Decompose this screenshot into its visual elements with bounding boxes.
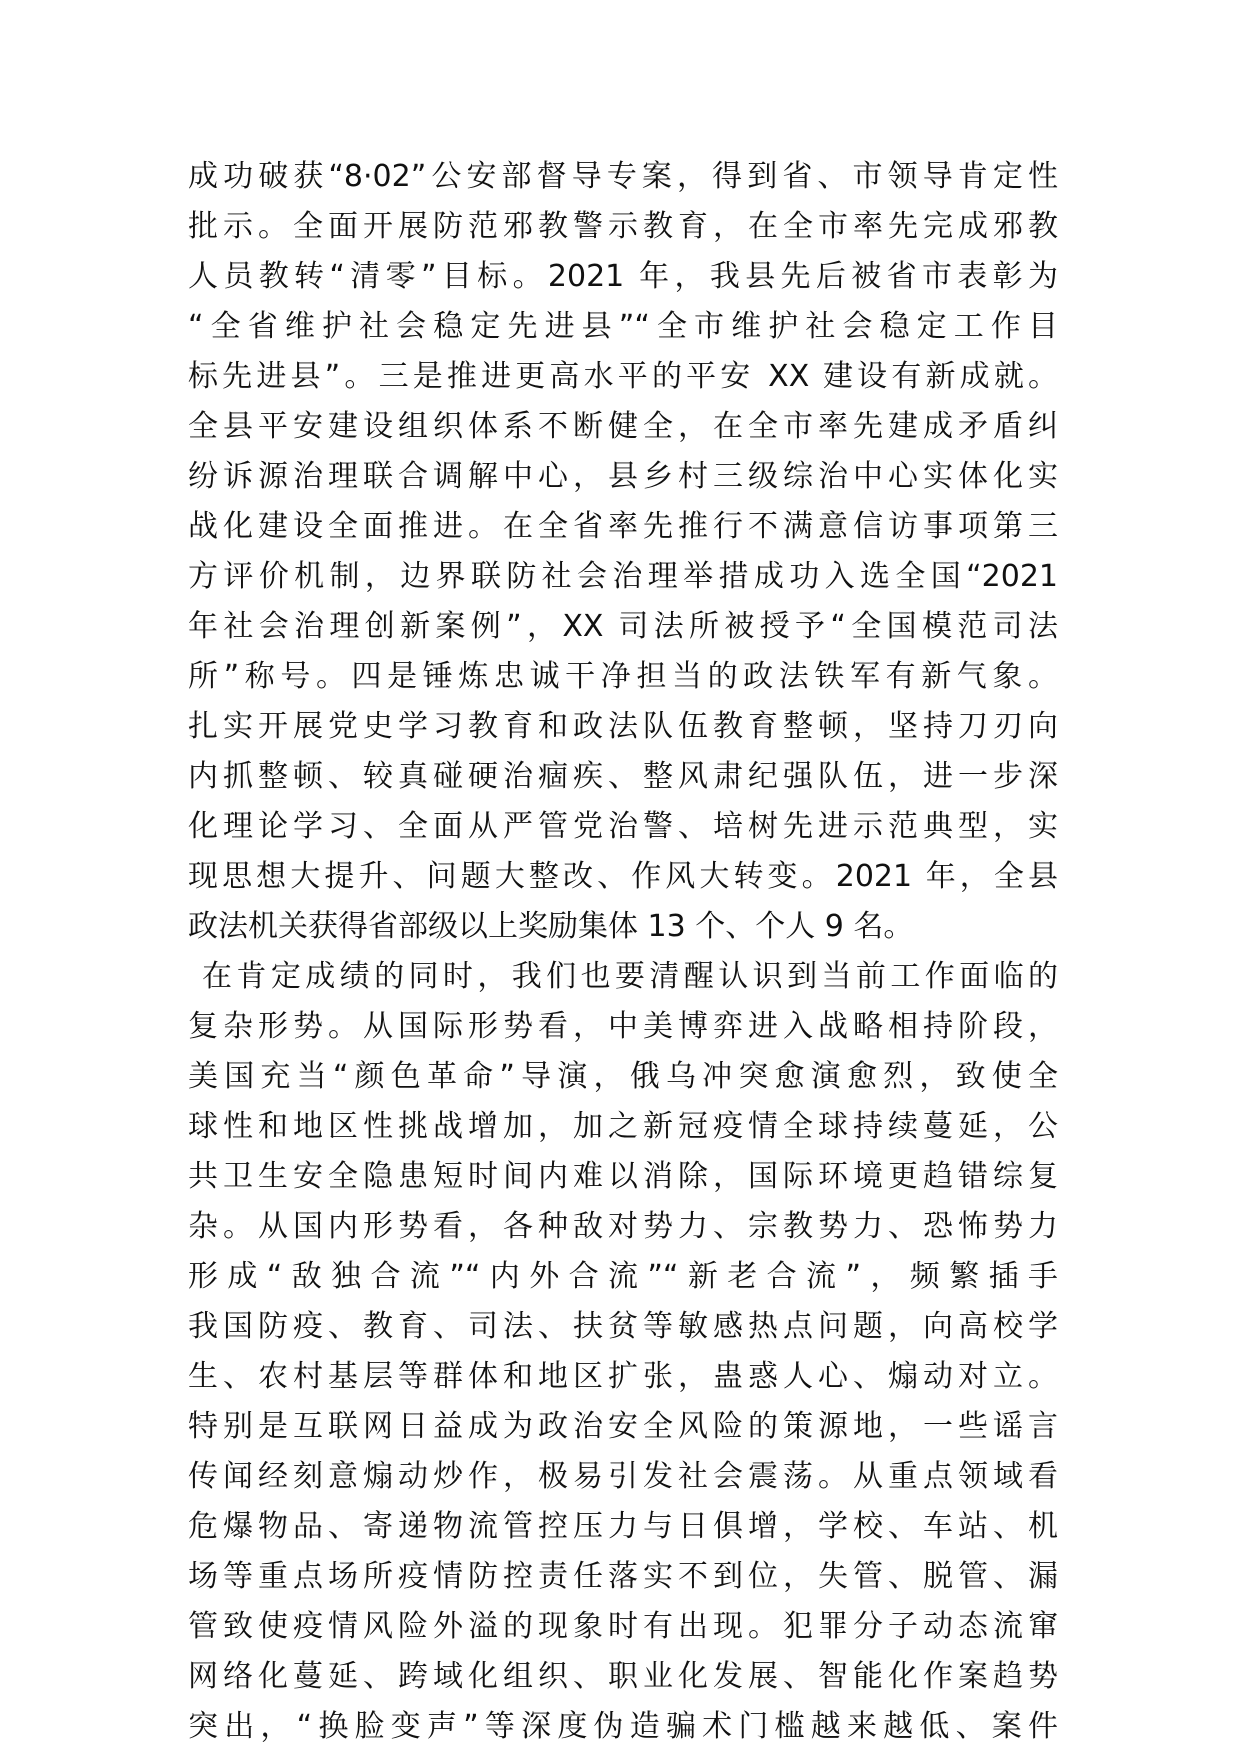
text-line: 批示。全面开展防范邪教警示教育，在全市率先完成邪教 <box>188 209 1058 244</box>
text-line: 美国充当“颜色革命”导演，俄乌冲突愈演愈烈，致使全 <box>188 1059 1058 1094</box>
text-line: 管致使疫情风险外溢的现象时有出现。犯罪分子动态流窜 <box>188 1609 1058 1644</box>
text-line: 标先进县”。三是推进更高水平的平安 XX 建设有新成就。 <box>188 359 1058 394</box>
text-line: 共卫生安全隐患短时间内难以消除，国际环境更趋错综复 <box>188 1159 1058 1194</box>
text-line: 方评价机制，边界联防社会治理举措成功入选全国“2021 <box>188 559 1058 594</box>
text-line: 战化建设全面推进。在全省率先推行不满意信访事项第三 <box>188 509 1058 544</box>
text-line: 纷诉源治理联合调解中心，县乡村三级综治中心实体化实 <box>188 459 1058 494</box>
text-line: 特别是互联网日益成为政治安全风险的策源地，一些谣言 <box>188 1409 1058 1444</box>
text-line: 化理论学习、全面从严管党治警、培树先进示范典型，实 <box>188 809 1058 844</box>
body-text <box>188 152 1058 1752</box>
paragraph-first-line: 在肯定成绩的同时，我们也要清醒认识到当前工作面临的 <box>202 959 1058 994</box>
text-line: 突出，“换脸变声”等深度伪造骗术门槛越来越低、案件 <box>188 1709 1058 1744</box>
text-line: 球性和地区性挑战增加，加之新冠疫情全球持续蔓延，公 <box>188 1109 1058 1144</box>
text-line: 所”称号。四是锤炼忠诚干净担当的政法铁军有新气象。 <box>188 659 1058 694</box>
text-line: 我国防疫、教育、司法、扶贫等敏感热点问题，向高校学 <box>188 1309 1058 1344</box>
text-line: 人员教转“清零”目标。2021 年，我县先后被省市表彰为 <box>188 259 1058 294</box>
text-line: 危爆物品、寄递物流管控压力与日俱增，学校、车站、机 <box>188 1509 1058 1544</box>
text-line: 扎实开展党史学习教育和政法队伍教育整顿，坚持刀刃向 <box>188 709 1058 744</box>
text-line: 内抓整顿、较真碰硬治痼疾、整风肃纪强队伍，进一步深 <box>188 759 1058 794</box>
text-line: 场等重点场所疫情防控责任落实不到位，失管、脱管、漏 <box>188 1559 1058 1594</box>
text-line: 传闻经刻意煽动炒作，极易引发社会震荡。从重点领域看 <box>188 1459 1058 1494</box>
text-line: 网络化蔓延、跨域化组织、职业化发展、智能化作案趋势 <box>188 1659 1058 1694</box>
text-line: 全县平安建设组织体系不断健全，在全市率先建成矛盾纠 <box>188 409 1058 444</box>
text-line: “全省维护社会稳定先进县”“全市维护社会稳定工作目 <box>188 309 1058 344</box>
text-line: 成功破获“8·02”公安部督导专案，得到省、市领导肯定性 <box>188 159 1058 194</box>
text-line: 现思想大提升、问题大整改、作风大转变。2021 年，全县 <box>188 859 1058 894</box>
text-line: 生、农村基层等群体和地区扩张，蛊惑人心、煽动对立。 <box>188 1359 1058 1394</box>
text-line: 复杂形势。从国际形势看，中美博弈进入战略相持阶段， <box>188 1009 1058 1044</box>
paragraph-last-line: 政法机关获得省部级以上奖励集体 13 个、个人 9 名。 <box>188 909 914 944</box>
text-line: 形成“敌独合流”“内外合流”“新老合流”，频繁插手 <box>188 1259 1058 1294</box>
text-line: 杂。从国内形势看，各种敌对势力、宗教势力、恐怖势力 <box>188 1209 1058 1244</box>
text-line: 年社会治理创新案例”，XX 司法所被授予“全国模范司法 <box>188 609 1058 644</box>
